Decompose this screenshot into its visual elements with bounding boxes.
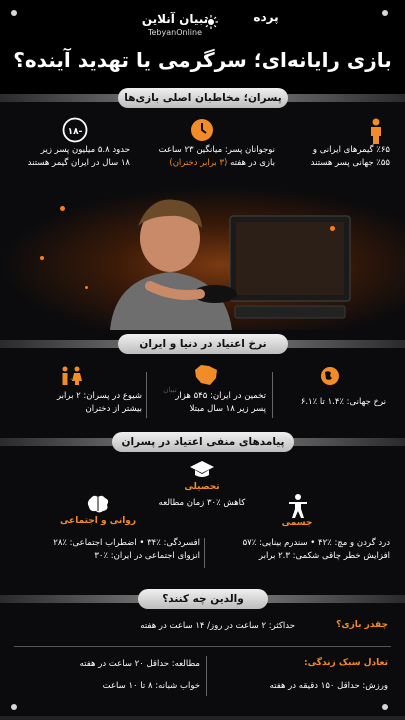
how-much-label: چقدر بازی؟ [336,620,388,630]
spark [60,206,65,211]
balance-label: تعادل سبک زندگی: [304,658,388,668]
divider [146,372,147,418]
stat-boys-prevalence: شیوع در پسران: ۲ برابر بیشتر از دختران [56,391,142,414]
corner-dot [382,704,388,710]
divider [204,538,205,568]
boy-girl-icon [58,366,84,386]
mental-label: روانی و اجتماعی [59,516,137,526]
page-title: بازی رایانه‌ای؛ سرگرمی یا تهدید آینده؟ [13,48,392,72]
body-figure-icon [288,494,308,518]
balance-sport: ورزش: حداقل ۱۵۰ دقیقه در هفته [269,681,388,691]
iran-map-icon [193,364,219,386]
stat-iran-estimate: تخمین در ایران: ۵۴۵ هزار پسر زیر ۱۸ سال مبتلا [175,391,266,414]
education-text: کاهش ٪۳۰ زمان مطالعه [158,498,246,508]
mental-effects-list: افسردگی: ٪۳۴ • اضطراب اجتماعی: ٪۲۸ انزوای اجتماعی در ایران: ٪۳۰ [53,538,200,561]
spark [330,226,335,231]
brain-icon [86,494,110,514]
graduation-cap-icon [189,460,215,480]
hero-image-boy-gaming [0,186,405,330]
balance-study: مطالعه: حداقل ۲۰ ساعت در هفته [79,659,200,669]
section-title-parents: والدین چه کنند؟ [138,589,268,609]
under-18-badge-icon [62,117,88,143]
stat-global-rate: نرخ جهانی: ٪۱.۴ تا ٪۶.۱ [300,397,386,407]
spark [85,286,88,289]
clock-icon [190,118,214,142]
balance-sleep: خواب شبانه: ۸ تا ۱۰ ساعت [102,681,200,691]
corner-dot [382,10,388,16]
logo-text-fa: تبیان آنلاین [141,12,209,26]
svg-text:،: ، [69,374,73,382]
education-label: تحصیلی [184,482,220,492]
section-title-negative-effects: پیامدهای منفی اعتیاد در پسران [112,432,294,452]
header [0,0,405,100]
svg-text:پرده: پرده [253,10,279,24]
stat-gamers-percent: ٪۶۵ گیمرهای ایرانی و ٪۵۵ جهانی پسر هستند [310,145,390,168]
divider [272,372,273,418]
divider [206,656,207,696]
stat-gamers-count: حدود ۵.۸ میلیون پسر زیر ۱۸ سال در ایران گیمر هستند [27,145,130,168]
globe-icon [320,366,340,386]
divider [14,646,391,647]
physical-effects-list: درد گردن و مچ: ٪۴۲ • سندرم بینایی: ٪۵۷ افزایش خطر چاقی شکمی: ۲.۳ برابر [242,538,390,561]
how-much-text: حداکثر: ۲ ساعت در روز/ ۱۴ ساعت در هفته [140,621,295,631]
logo-text-en: TebyanOnline [147,28,203,37]
watermark: تبیان [163,386,177,394]
brand-logo [236,8,296,24]
person-icon [367,118,385,144]
corner-dot [11,10,17,16]
section-title-boys: پسران؛ مخاطبان اصلی بازی‌ها [118,88,288,108]
stat-play-hours: نوجوانان پسر: میانگین ۲۳ ساعت بازی در هفته (۳ برابر دختران) [158,145,275,168]
svg-text:-۱۸: -۱۸ [67,127,83,137]
section-title-addiction-rate: نرخ اعتیاد در دنیا و ایران [118,334,288,354]
physical-label: جسمی [281,518,313,528]
spark [40,256,44,260]
footer-band [0,716,405,720]
corner-dot [11,704,17,710]
